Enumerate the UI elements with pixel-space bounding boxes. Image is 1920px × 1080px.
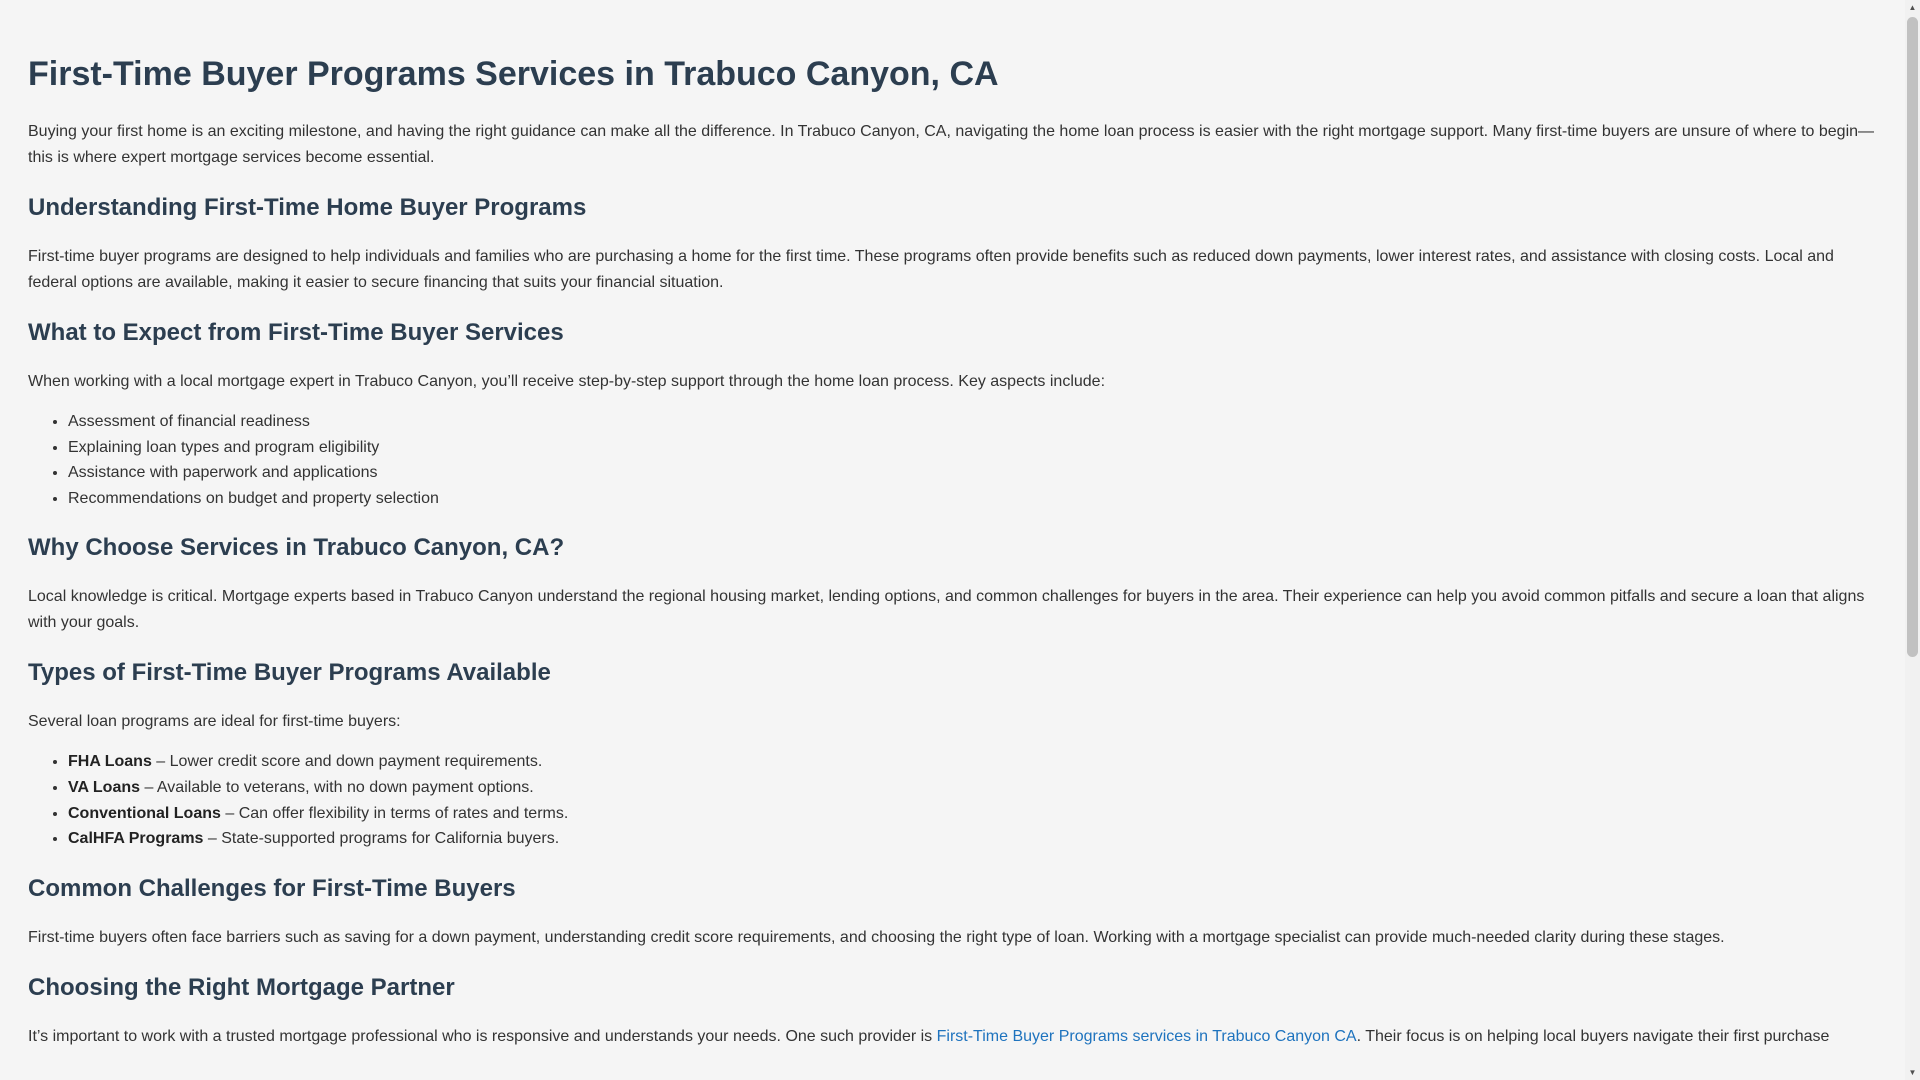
section-paragraph-why-choose: Local knowledge is critical. Mortgage experts based in Trabuco Canyon understand the regional housing market, lending options, and common challenges for buyers in the area. Their experience can help you avoid common pitfalls and secure a loan that aligns with your goals. (28, 588, 1865, 632)
vertical-scrollbar[interactable] (1905, 0, 1920, 1080)
partner-text-after-link: . Their focus is on helping local buyers navigate their first purchase (1356, 1027, 1830, 1045)
section-heading-partner: Choosing the Right Mortgage Partner (28, 973, 455, 1001)
section-paragraph-what-to-expect: When working with a local mortgage expert in Trabuco Canyon, you’ll receive step-by-step support through the home loan process. Key aspects include: (28, 373, 1106, 390)
page-title: First-Time Buyer Programs Services in Trabuco Canyon, CA (28, 55, 999, 93)
loan-description: – Can offer flexibility in terms of rates and terms. (220, 804, 569, 822)
loan-description: – Available to veterans, with no down payment options. (140, 778, 534, 796)
list-item (68, 775, 1878, 801)
section-heading-what-to-expect: What to Expect from First-Time Buyer Services (28, 319, 564, 346)
section-heading-understanding: Understanding First-Time Home Buyer Programs (28, 194, 587, 221)
loan-name: VA Loans (68, 778, 141, 796)
provider-link[interactable]: First-Time Buyer Programs services in Trabuco Canyon CA (936, 1027, 1357, 1045)
list-item (68, 801, 1878, 827)
section-paragraph-types: Several loan programs are ideal for first-time buyers: (28, 713, 401, 731)
list-item (68, 749, 1878, 775)
scroll-up-arrow-icon[interactable]: ▲ (1908, 3, 1917, 12)
section-paragraph-partner (28, 1024, 1878, 1050)
section-heading-why-choose: Why Choose Services in Trabuco Canyon, CA? (28, 534, 565, 562)
list-item: • Assessment of financial readiness (68, 409, 1878, 435)
list-item: • Recommendations on budget and property selection (68, 486, 1878, 512)
list-item (68, 826, 1878, 852)
section-heading-challenges: Common Challenges for First-Time Buyers (28, 874, 516, 902)
expectations-list (28, 409, 1878, 511)
scroll-down-arrow-icon[interactable]: ▼ (1908, 1068, 1917, 1077)
scrollbar-thumb[interactable] (1907, 17, 1918, 657)
loan-name: CalHFA Programs (68, 830, 204, 848)
loan-name: Conventional Loans (68, 804, 221, 822)
intro-paragraph: Buying your first home is an exciting milestone, and having the right guidance can make all the difference. In Trabuco Canyon, CA, navigating the home loan process is easier with the right mortgage support. Many first-time buyers are unsure of where to begin—this is where expert mortgage services become essential. (28, 123, 1875, 166)
section-heading-types: Types of First-Time Buyer Programs Available (28, 659, 551, 687)
loan-description: – State-supported programs for California buyers. (203, 830, 560, 848)
loan-name: FHA Loans (68, 753, 152, 771)
list-item: • Explaining loan types and program eligibility (68, 435, 1878, 461)
section-paragraph-challenges: First-time buyers often face barriers such as saving for a down payment, understanding credit score requirements, and choosing the right type of loan. Working with a mortgage specialist can provide much-needed clarity during these stages. (28, 928, 1725, 946)
loan-types-list (28, 749, 1878, 851)
partner-text-before-link: It’s important to work with a trusted mortgage professional who is responsive and understands your needs. One such provider is (28, 1027, 937, 1045)
loan-description: – Lower credit score and down payment requirements. (151, 753, 543, 771)
article-body (28, 119, 1878, 1050)
section-paragraph-understanding: First-time buyer programs are designed to help individuals and families who are purchasing a home for the first time. These programs often provide benefits such as reduced down payments, lower interest rates, and assistance with closing costs. Local and federal options are available, making it easier to secure financing that suits your financial situation. (28, 248, 1834, 291)
list-item: • Assistance with paperwork and applications (68, 460, 1878, 486)
